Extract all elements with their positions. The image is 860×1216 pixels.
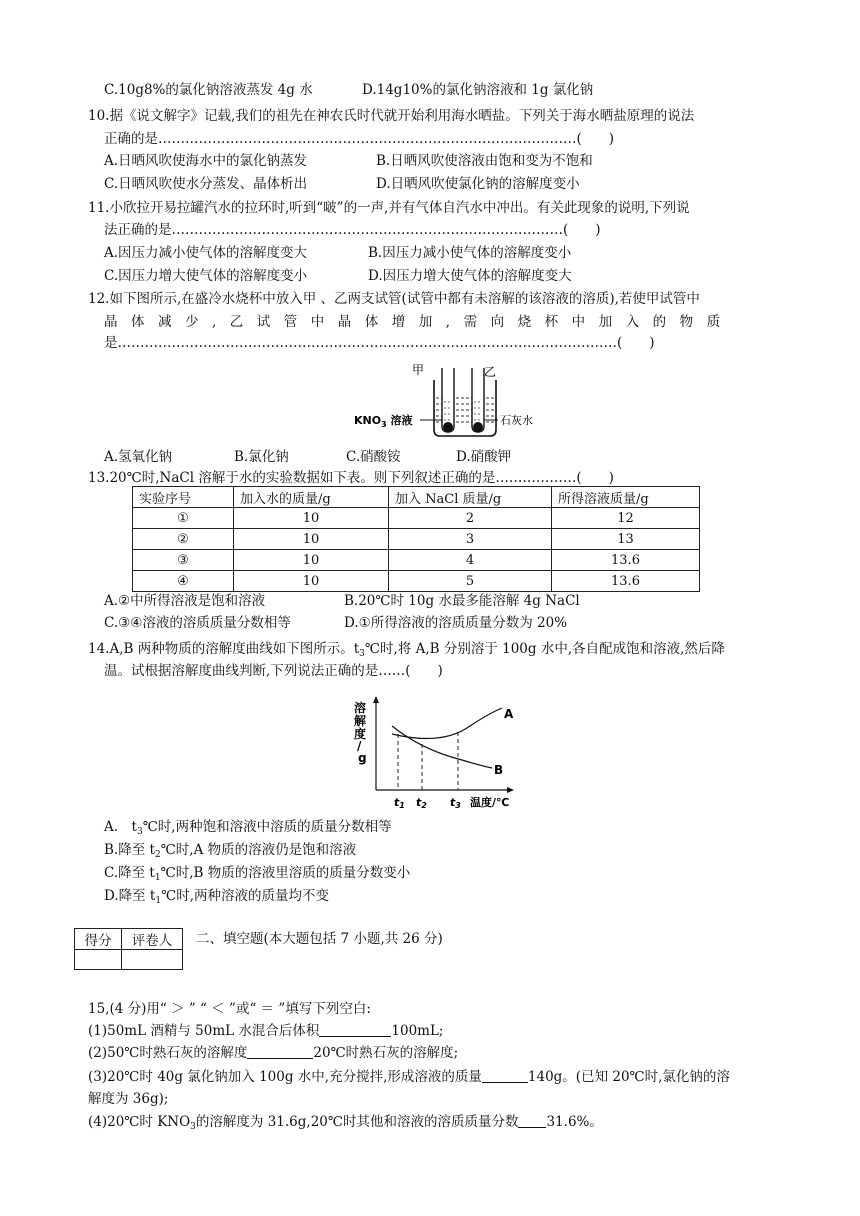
q15-stem: 15,(4 分)用“ ＞ ” “ ＜ ”或“ ＝ ”填写下列空白: <box>88 1001 371 1017</box>
q14-stem-line1: 14.A,B 两种物质的溶解度曲线如下图所示。$t_3℃$时,将 A,B 分别溶于 100g 水中,各自配成饱和溶液,然后降 <box>88 641 725 659</box>
table-cell: 5 <box>389 571 552 592</box>
table-cell: 3 <box>389 529 552 550</box>
table-cell: 10 <box>234 508 389 529</box>
table-cell: 2 <box>389 508 552 529</box>
curve-b <box>392 726 492 768</box>
q10-option-b: B.日晒风吹使溶液由饱和变为不饱和 <box>376 153 593 169</box>
q13-option-d: D.①所得溶液的溶质质量分数为 20% <box>344 615 568 631</box>
table-row <box>133 508 700 529</box>
table-row <box>133 550 700 571</box>
crystals-jia <box>443 422 453 432</box>
y-axis-label-char: 度 <box>354 727 367 741</box>
table-header: 加入 NaCl 质量/g <box>389 487 552 508</box>
q15-item-4: (4)20℃时 $KNO_3$的溶解度为 31.6g,20℃时其他和溶液的溶质质量分数 31.6%。 <box>88 1114 603 1132</box>
t3-label: t3 <box>450 796 461 810</box>
q12-option-d: D.硝酸钾 <box>456 449 512 465</box>
q11-option-d: D.因压力增大使气体的溶解度变大 <box>368 268 572 284</box>
q14-stem-line2: 温。试根据溶解度曲线判断,下列说法正确的是……( ) <box>104 663 443 679</box>
curve-a <box>392 708 502 739</box>
table-row <box>133 529 700 550</box>
q14-option-a: A. $t_3℃$时,两种饱和溶液中溶质的质量分数相等 <box>104 819 392 837</box>
q13-data-table <box>132 486 700 592</box>
table-cell: 10 <box>234 529 389 550</box>
score-header: 得分 <box>75 929 122 950</box>
table-cell: 10 <box>234 571 389 592</box>
table-cell: ③ <box>133 550 234 571</box>
t1-label: t1 <box>394 796 405 810</box>
answer-blank[interactable] <box>482 1068 528 1083</box>
table-cell: 13.6 <box>552 550 700 571</box>
q15-item-2: (2)50℃时熟石灰的溶解度 20℃时熟石灰的溶解度; <box>88 1045 459 1061</box>
answer-blank[interactable] <box>319 1022 391 1037</box>
y-axis-label-char: 溶 <box>354 701 367 715</box>
y-axis-label-char: 解 <box>354 714 367 728</box>
score-cell[interactable] <box>75 950 122 970</box>
x-axis-arrow-icon <box>507 787 514 793</box>
q12-option-b: B.氯化钠 <box>234 449 289 465</box>
y-axis-label-char: / <box>357 739 362 753</box>
table-cell: ② <box>133 529 234 550</box>
answer-blank[interactable] <box>247 1044 313 1059</box>
table-cell: ① <box>133 508 234 529</box>
label-yi: 乙 <box>484 365 497 379</box>
answer-blank[interactable] <box>518 1113 546 1128</box>
q11-option-c: C.因压力增大使气体的溶解度变小 <box>104 268 308 284</box>
crystals-yi <box>473 422 483 432</box>
y-axis-label-char: g <box>358 751 367 765</box>
q12-stem-line2: 晶 体 减 少 , 乙 试 管 中 晶 体 增 加 , 需 向 烧 杯 中 加 入 的 物 质 <box>104 314 721 330</box>
solubility-curve-figure <box>352 694 522 814</box>
q10-option-d: D.日晒风吹使氯化钠的溶解度变小 <box>376 176 580 192</box>
q14-option-c: C.降至 $t_1℃$时,B 物质的溶液里溶质的质量分数变小 <box>104 865 411 883</box>
x-axis-label: 温度/℃ <box>470 796 510 809</box>
q12-stem-line3: 是…………………………………………………………………………………………………( ) <box>104 335 655 351</box>
q13-stem: 13.20℃时,NaCl 溶解于水的实验数据如下表。则下列叙述正确的是………………( ) <box>88 470 614 486</box>
beaker-figure <box>348 362 538 442</box>
table-header: 所得溶液质量/g <box>552 487 700 508</box>
q13-option-b: B.20℃时 10g 水最多能溶解 4g NaCl <box>344 593 580 609</box>
q11-stem-line2: 法正确的是……………………………………………………………………………( ) <box>104 222 601 238</box>
table-cell: 13.6 <box>552 571 700 592</box>
q14-option-d: D.降至 $t_1℃$时,两种溶液的质量均不变 <box>104 888 329 906</box>
label-kno3-solution: $KNO_3$ 溶液 <box>354 414 413 429</box>
table-cell: 4 <box>389 550 552 571</box>
y-axis-arrow-icon <box>373 696 379 703</box>
table-cell: 10 <box>234 550 389 571</box>
section-title: 二、填空题(本大题包括 7 小题,共 26 分) <box>196 931 443 947</box>
q13-option-c: C.③④溶液的溶质质量分数相等 <box>104 615 291 631</box>
table-row <box>133 571 700 592</box>
q11-stem-line1: 11.小欣拉开易拉罐汽水的拉环时,听到“啵”的一声,并有气体自汽水中冲出。有关此现象的说明,下列说 <box>88 200 690 216</box>
label-jia: 甲 <box>412 363 425 377</box>
q11-option-a: A.因压力减小使气体的溶解度变大 <box>104 245 308 261</box>
q10-stem-line2: 正确的是…………………………………………………………………………………( ) <box>104 131 615 147</box>
table-cell: ④ <box>133 571 234 592</box>
q12-stem-line1: 12.如下图所示,在盛冷水烧杯中放入甲 、乙两支试管(试管中都有未溶解的该溶液的溶质),若使甲试管中 <box>88 291 700 307</box>
q15-item-3-line1: (3)20℃时 40g 氯化钠加入 100g 水中,充分搅拌,形成溶液的质量 140g。(已知 20℃时,氯化钠的溶 <box>88 1069 730 1085</box>
q10-option-c: C.日晒风吹使水分蒸发、晶体析出 <box>104 176 308 192</box>
grader-header: 评卷人 <box>122 929 183 950</box>
table-cell: 12 <box>552 508 700 529</box>
q9-option-c: C.10g8%的氯化钠溶液蒸发 4g 水 <box>104 82 313 98</box>
q15-item-1: (1)50mL 酒精与 50mL 水混合后体积 100mL; <box>88 1023 444 1039</box>
q15-item-3-line2: 解度为 36g); <box>88 1091 169 1107</box>
q12-option-a: A.氢氧化钠 <box>104 449 173 465</box>
label-limewater: 石灰水 <box>500 414 533 427</box>
t2-label: t2 <box>416 796 427 810</box>
grader-cell[interactable] <box>122 950 183 970</box>
curve-a-label: A <box>504 707 514 721</box>
q14-option-b: B.降至 $t_2℃$时,A 物质的溶液仍是饱和溶液 <box>104 842 357 860</box>
table-header: 实验序号 <box>133 487 234 508</box>
q12-option-c: C.硝酸铵 <box>346 449 401 465</box>
curve-b-label: B <box>494 763 504 777</box>
score-box <box>74 928 183 970</box>
q10-stem-line1: 10.据《说文解字》记载,我们的祖先在神农氏时代就开始利用海水晒盐。下列关于海水晒盐原理的说法 <box>88 108 695 124</box>
table-cell: 13 <box>552 529 700 550</box>
q10-option-a: A.日晒风吹使海水中的氯化钠蒸发 <box>104 153 308 169</box>
q11-option-b: B.因压力减小使气体的溶解度变小 <box>368 245 572 261</box>
q13-option-a: A.②中所得溶液是饱和溶液 <box>104 593 266 609</box>
q9-option-d: D.14g10%的氯化钠溶液和 1g 氯化钠 <box>362 82 594 98</box>
table-header-row <box>133 487 700 508</box>
table-header: 加入水的质量/g <box>234 487 389 508</box>
